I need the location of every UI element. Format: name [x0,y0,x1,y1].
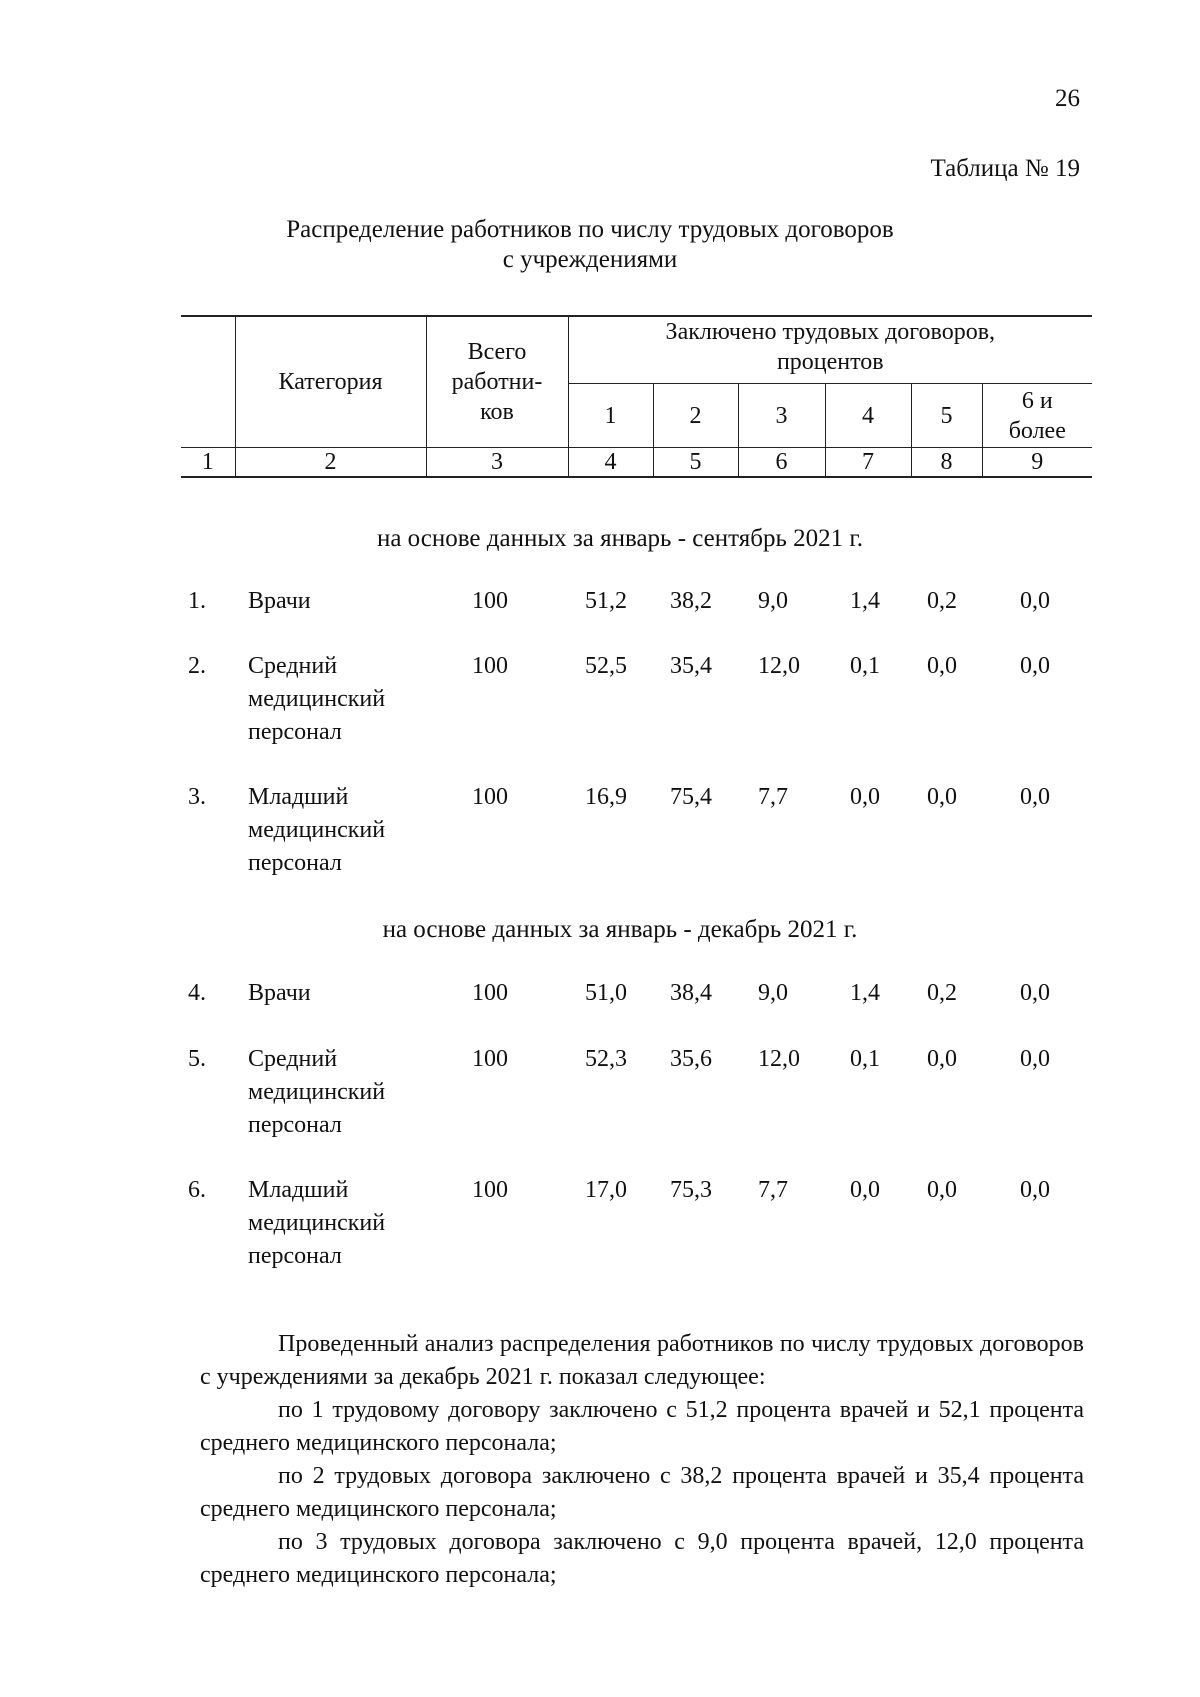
row-total: 100 [472,1177,508,1203]
header-number-cell [181,316,235,448]
row-category [248,977,448,1010]
col-number-5: 5 [653,448,738,478]
col-number-9: 9 [982,448,1092,478]
row-category [248,1174,448,1273]
row-value-6: 0,0 [1020,784,1050,810]
row-value-1: 51,0 [585,980,627,1006]
row-value-4: 0,1 [850,653,880,679]
row-value-1: 16,9 [585,784,627,810]
row-value-5: 0,2 [927,588,957,614]
row-number: 2. [188,653,206,679]
row-category [248,781,448,880]
row-value-1: 51,2 [585,588,627,614]
table-title-line-2: с учреждениями [502,246,678,273]
row-number: 5. [188,1046,206,1072]
row-category [248,1043,448,1142]
header-concluded-line-2: процентов [776,349,884,375]
row-value-5: 0,0 [927,1177,957,1203]
header-subcol-6-line-1: 6 и [1021,387,1053,414]
header-subcol-6 [982,384,1092,448]
header-total-line-1: Всего [467,339,527,365]
header-subcol-2: 2 [653,384,738,448]
row-value-6: 0,0 [1020,653,1050,679]
header-total [426,316,568,448]
row-total: 100 [472,653,508,679]
header-subcol-1: 1 [568,384,653,448]
header-total-line-2: работни- [451,369,543,395]
row-value-4: 0,0 [850,784,880,810]
row-category [248,650,448,749]
row-total: 100 [472,588,508,614]
row-value-3: 9,0 [758,980,788,1006]
row-value-5: 0,2 [927,980,957,1006]
section-title-1: на основе данных за январь - сентябрь 2021 г. [376,525,864,552]
section-title-2: на основе данных за январь - декабрь 2021 г. [382,916,858,943]
analysis-paragraph-4: по 3 трудовых договора заключено с 9,0 процента врачей, 12,0 процента среднего медицинского персонала; [200,1529,1084,1588]
row-value-3: 12,0 [758,653,800,679]
row-total: 100 [472,980,508,1006]
row-value-2: 75,4 [670,784,712,810]
row-value-5: 0,0 [927,1046,957,1072]
row-category-line: медицинский [248,1079,386,1105]
col-number-8: 8 [911,448,982,478]
row-category-line: медицинский [248,1210,386,1236]
row-value-6: 0,0 [1020,588,1050,614]
row-value-2: 35,6 [670,1046,712,1072]
row-total: 100 [472,784,508,810]
col-number-1: 1 [181,448,235,478]
row-category-line: Средний [248,653,338,679]
row-number: 4. [188,980,206,1006]
col-number-2: 2 [235,448,426,478]
table-header [181,315,1092,478]
row-number: 1. [188,588,206,614]
row-value-2: 38,4 [670,980,712,1006]
table-title [180,215,1000,275]
row-value-3: 9,0 [758,588,788,614]
row-category-line: персонал [248,1112,342,1138]
row-value-4: 0,0 [850,1177,880,1203]
row-value-5: 0,0 [927,653,957,679]
analysis-paragraph-1: Проведенный анализ распределения работников по числу трудовых договоров с учреждениями за декабрь 2021 г. показал следующее: [200,1331,1084,1390]
row-category-line: Врачи [248,980,311,1006]
row-value-2: 75,3 [670,1177,712,1203]
table-label: Таблица № 19 [930,155,1080,182]
row-value-3: 12,0 [758,1046,800,1072]
row-value-2: 38,2 [670,588,712,614]
row-category-line: Младший [248,1177,349,1203]
col-number-3: 3 [426,448,568,478]
header-category: Категория [235,316,426,448]
row-value-4: 1,4 [850,588,880,614]
col-number-4: 4 [568,448,653,478]
row-value-1: 52,5 [585,653,627,679]
row-category-line: персонал [248,850,342,876]
row-value-6: 0,0 [1020,980,1050,1006]
row-value-1: 52,3 [585,1046,627,1072]
header-concluded [568,316,1092,384]
row-value-6: 0,0 [1020,1177,1050,1203]
row-value-6: 0,0 [1020,1046,1050,1072]
table-title-line-1: Распределение работников по числу трудовых договоров [286,216,894,243]
col-number-6: 6 [738,448,825,478]
header-concluded-line-1: Заключено трудовых договоров, [665,319,996,345]
header-subcol-6-line-2: более [1008,417,1066,444]
row-value-1: 17,0 [585,1177,627,1203]
row-value-3: 7,7 [758,1177,788,1203]
row-category [248,585,448,618]
page-number: 26 [1055,85,1080,112]
row-category-line: Младший [248,784,349,810]
row-category-line: персонал [248,719,342,745]
row-category-line: медицинский [248,817,386,843]
row-category-line: Врачи [248,588,311,614]
header-total-line-3: ков [480,399,514,425]
row-category-line: Средний [248,1046,338,1072]
row-number: 6. [188,1177,206,1203]
header-subcol-3: 3 [738,384,825,448]
row-value-3: 7,7 [758,784,788,810]
row-category-line: медицинский [248,686,386,712]
row-value-4: 1,4 [850,980,880,1006]
analysis-paragraph-2: по 1 трудовому договору заключено с 51,2 процента врачей и 52,1 процента среднего медицинского персонала; [200,1397,1084,1456]
row-value-4: 0,1 [850,1046,880,1072]
col-number-7: 7 [825,448,911,478]
row-total: 100 [472,1046,508,1072]
row-category-line: персонал [248,1243,342,1269]
header-subcol-4: 4 [825,384,911,448]
row-number: 3. [188,784,206,810]
header-subcol-5: 5 [911,384,982,448]
row-value-5: 0,0 [927,784,957,810]
row-value-2: 35,4 [670,653,712,679]
analysis-paragraph-3: по 2 трудовых договора заключено с 38,2 процента врачей и 35,4 процента среднего медицинского персонала; [200,1463,1084,1522]
